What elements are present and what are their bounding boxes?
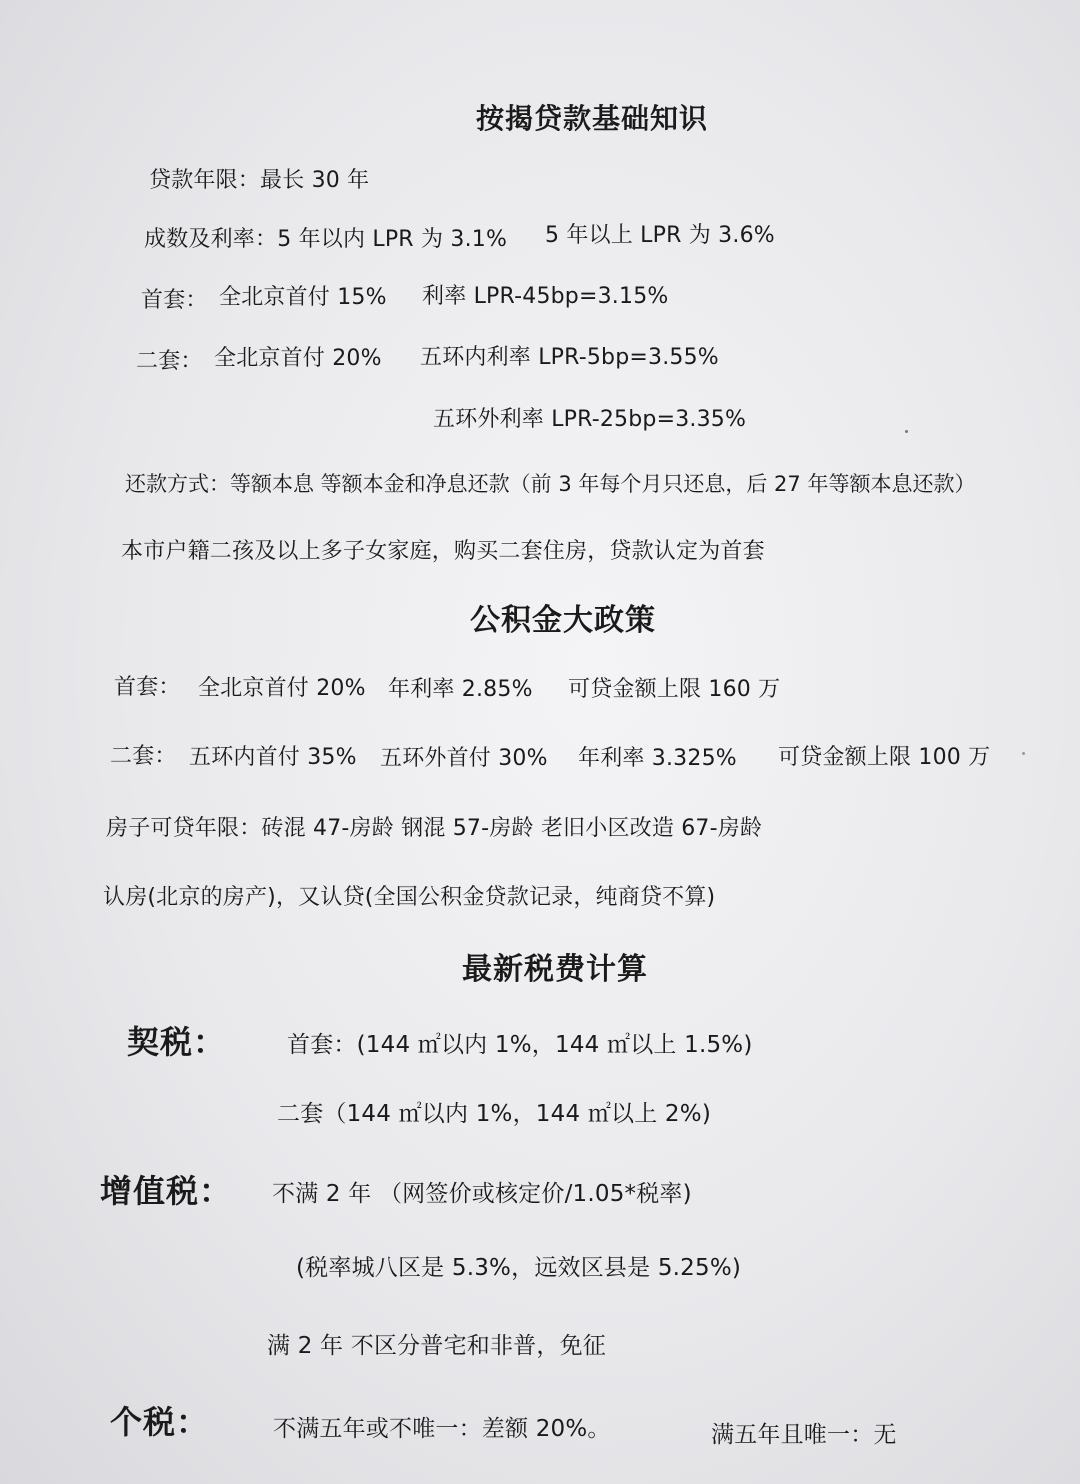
vat-label: 增值税：	[100, 1172, 233, 1210]
tax-title: 最新税费计算	[462, 952, 648, 987]
second-home-down-payment: 全北京首付 20%	[214, 346, 382, 371]
second-home-label: 二套：	[136, 349, 203, 374]
fund-first-home-down-payment: 全北京首付 20%	[198, 676, 366, 701]
deed-tax-label: 契税：	[127, 1023, 227, 1061]
income-tax-label: 个税：	[110, 1403, 210, 1441]
fund-first-home-limit: 可贷金额上限 160 万	[568, 677, 781, 702]
vat-under-2-years: 不满 2 年 （网签价或核定价/1.05*税率)	[272, 1181, 692, 1207]
income-tax-under-5-years: 不满五年或不唯一：差额 20%。	[273, 1416, 611, 1442]
fund-first-home-rate: 年利率 2.85%	[388, 677, 533, 702]
first-home-down-payment: 全北京首付 15%	[219, 285, 387, 310]
rate-within-5-years: 成数及利率：5 年以内 LPR 为 3.1%	[144, 227, 508, 252]
vat-over-2-years: 满 2 年 不区分普宅和非普，免征	[267, 1333, 606, 1359]
vat-rates: (税率城八区是 5.3%，远效区县是 5.25%)	[296, 1255, 742, 1281]
fund-second-home-limit: 可贷金额上限 100 万	[778, 745, 991, 770]
repayment-methods: 还款方式：等额本息 等额本金和净息还款（前 3 年每个月只还息，后 27 年等额本息还款）	[125, 472, 976, 496]
fund-first-home-label: 首套：	[114, 675, 181, 700]
rate-above-5-years: 5 年以上 LPR 为 3.6%	[545, 223, 775, 248]
fund-second-down-inner-ring: 五环内首付 35%	[189, 745, 357, 770]
fund-recognition-rule: 认房(北京的房产)，又认贷(全国公积金贷款记录，纯商贷不算)	[103, 885, 716, 910]
paper-speck	[905, 430, 908, 433]
deed-tax-first-home: 首套：(144 ㎡以内 1%，144 ㎡以上 1.5%)	[287, 1032, 753, 1058]
deed-tax-second-home: 二套（144 ㎡以内 1%，144 ㎡以上 2%)	[277, 1101, 711, 1127]
multi-child-family-rule: 本市户籍二孩及以上多子女家庭，购买二套住房，贷款认定为首套	[121, 539, 765, 564]
second-home-rate-inner-ring: 五环内利率 LPR-5bp=3.55%	[420, 345, 719, 370]
fund-second-home-label: 二套：	[110, 744, 177, 769]
fund-second-down-outer-ring: 五环外首付 30%	[380, 746, 548, 771]
first-home-label: 首套：	[141, 288, 208, 313]
fund-loan-years: 房子可贷年限：砖混 47-房龄 钢混 57-房龄 老旧小区改造 67-房龄	[106, 816, 763, 841]
second-home-rate-outer-ring: 五环外利率 LPR-25bp=3.35%	[433, 407, 747, 432]
income-tax-over-5-years: 满五年且唯一：无	[711, 1422, 897, 1448]
fund-title: 公积金大政策	[470, 603, 656, 638]
paper-speck	[1022, 752, 1025, 755]
mortgage-title: 按揭贷款基础知识	[476, 102, 709, 135]
first-home-rate: 利率 LPR-45bp=3.15%	[422, 284, 669, 309]
loan-term: 贷款年限：最长 30 年	[149, 168, 370, 193]
fund-second-home-rate: 年利率 3.325%	[578, 746, 737, 771]
